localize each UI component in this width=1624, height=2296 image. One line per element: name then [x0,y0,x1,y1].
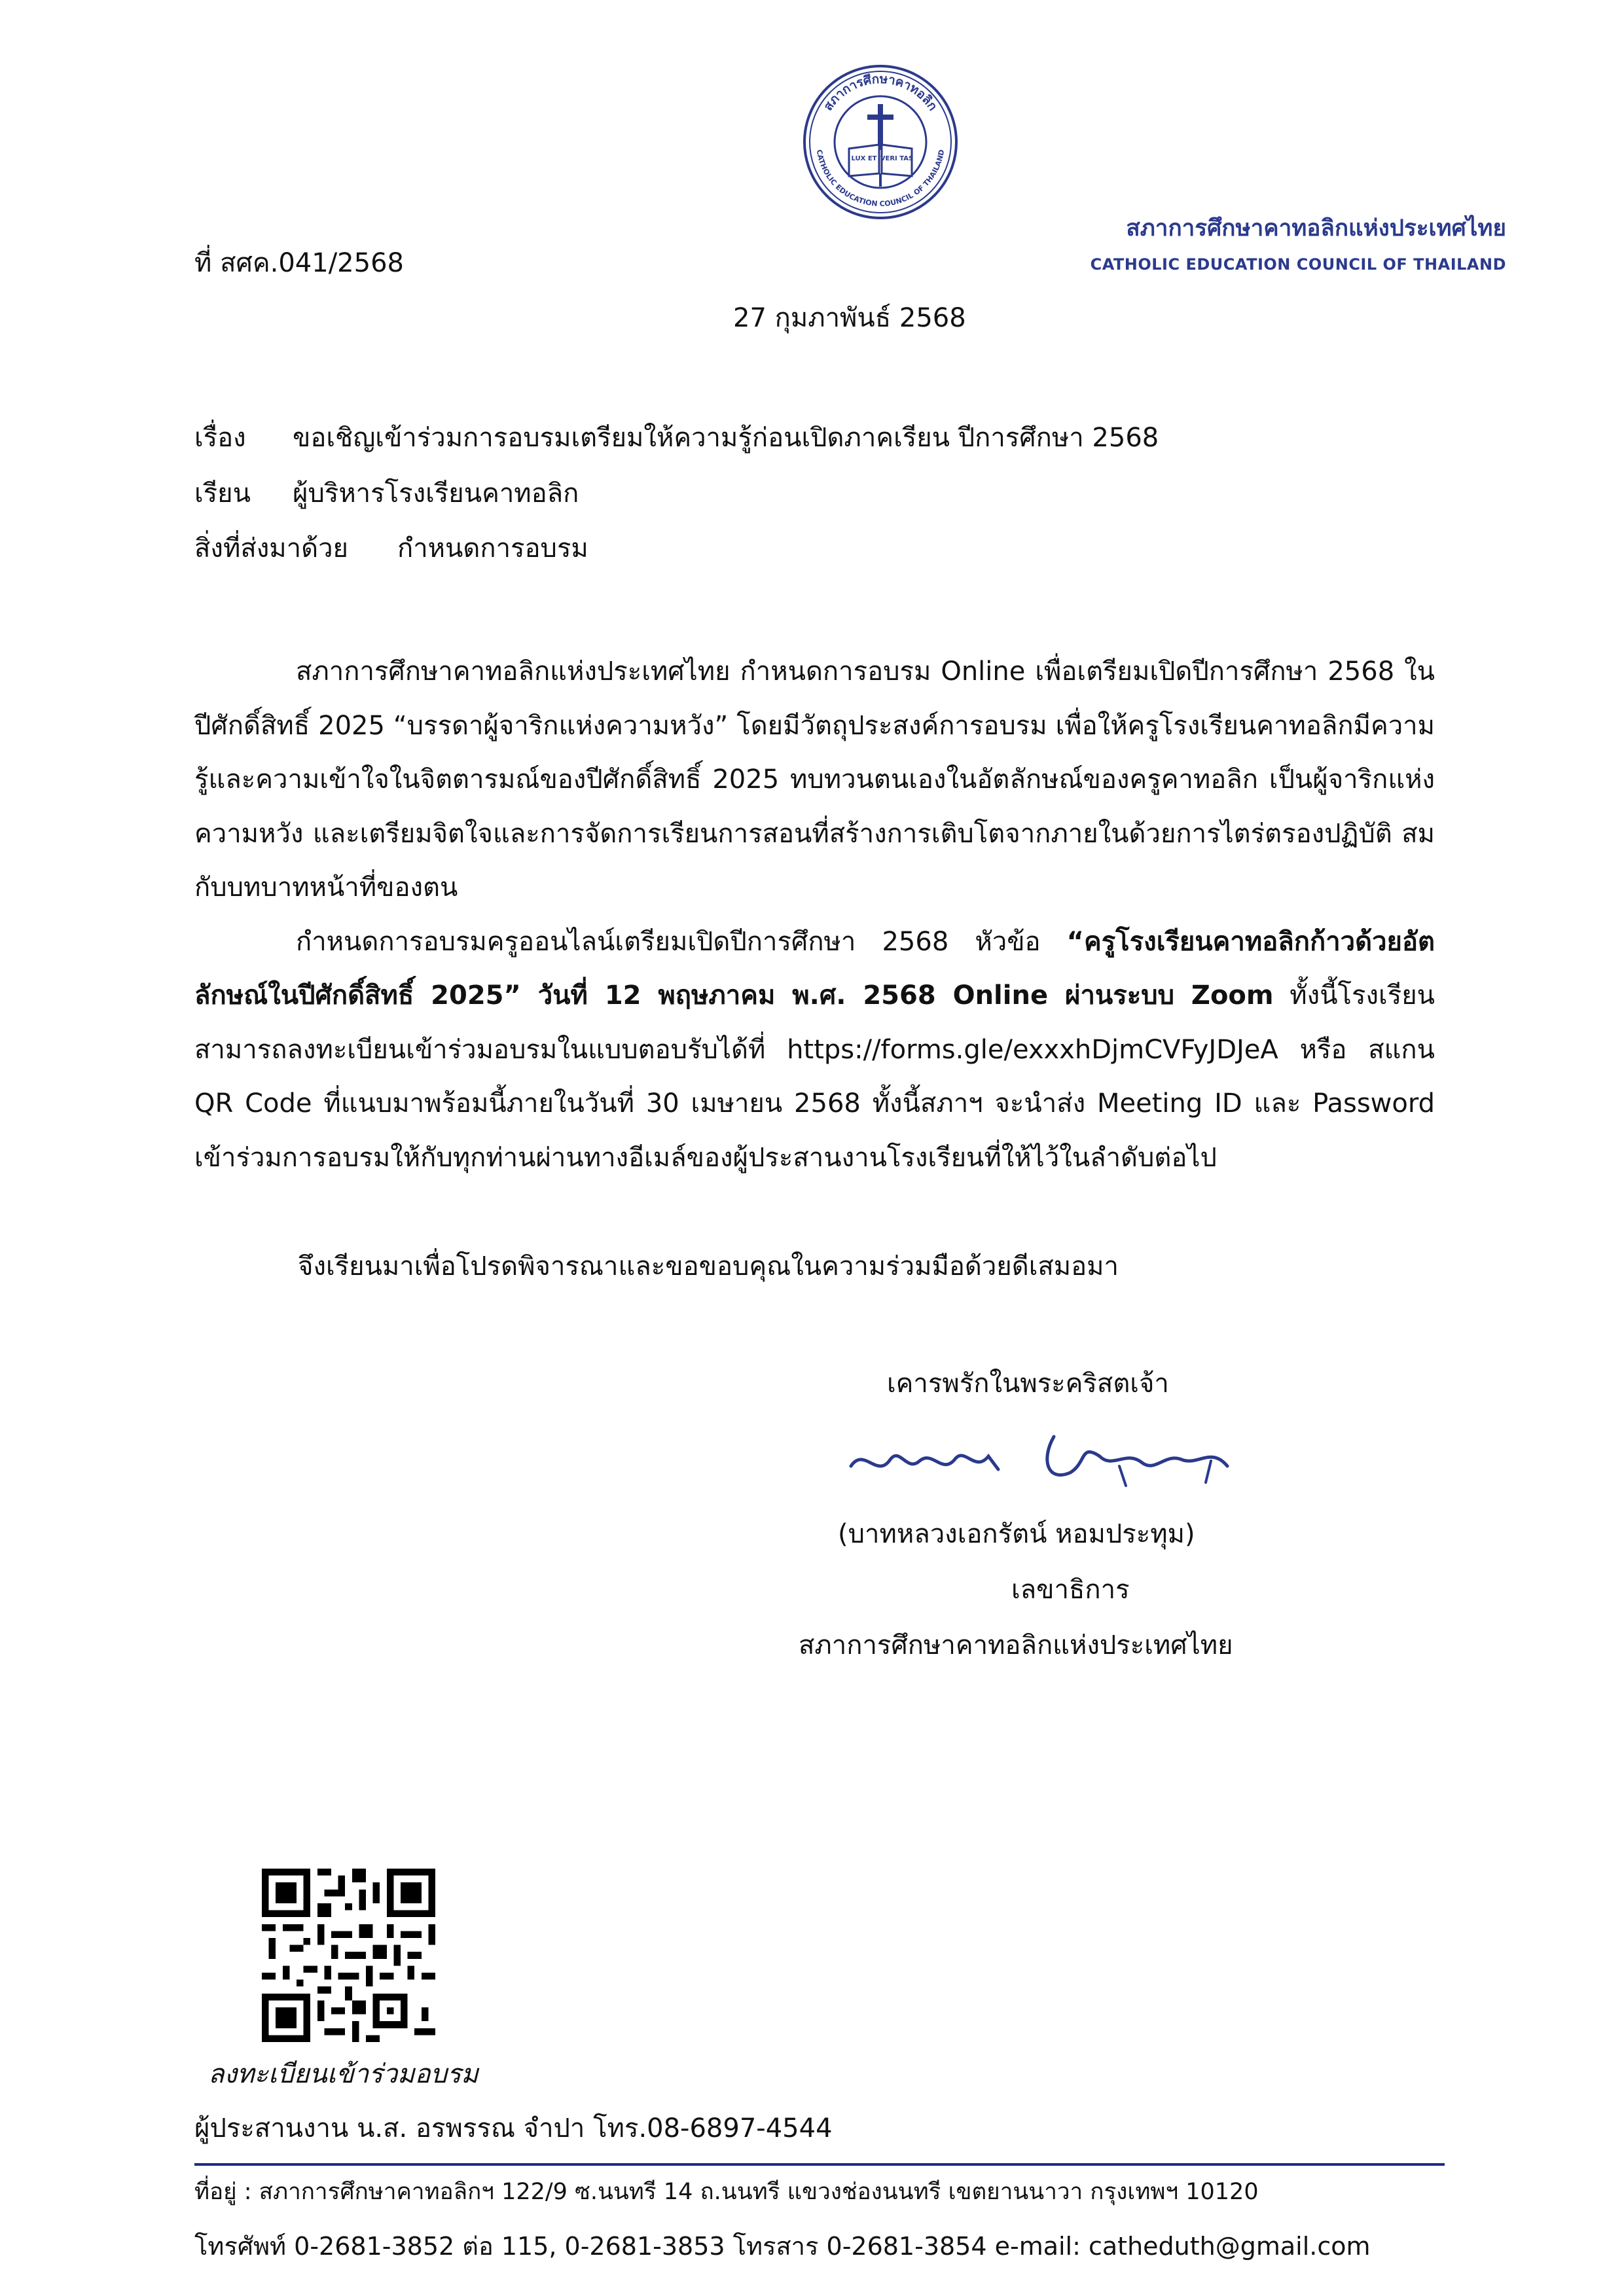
signoff-regards: เคารพรักในพระคริสตเจ้า [887,1369,1169,1399]
signatory-title: เลขาธิการ [1011,1575,1130,1605]
training-title: “ครูโรงเรียนคาทอลิกก้าวด้วยอัตลักษณ์ในปีศักดิ์สิทธิ์ 2025” วันที่ 12 พฤษภาคม พ.ศ. 2568 Online ผ่านระบบ Zoom [194,926,1435,1011]
training-details: ทั้งนี้โรงเรียนสามารถลงทะเบียนเข้าร่วมอบรมในแบบตอบรับได้ที่ https://forms.gle/exxxhDjmCVFyJDJeA หรือ สแกน QR Code ที่แนบมาพร้อมนี้ภายในวันที่ 30 เมษายน 2568 ทั้งนี้สภาฯ จะนำส่ง Meeting ID และ Password เข้าร่วมการอบรมให้กับทุกท่านผ่านทางอีเมล์ของผู้ประสานงานโรงเรียนที่ให้ไว้ในลำดับต่อไป [194,980,1435,1173]
enclosure-text: กำหนดการอบรม [397,533,588,564]
enclosure-line [194,533,588,564]
training-intro: กำหนดการอบรมครูออนไลน์เตรียมเปิดปีการศึกษา 2568 หัวข้อ [296,926,1067,957]
footer-phone-email: โทรศัพท์ 0-2681-3852 ต่อ 115, 0-2681-3853 โทรสาร 0-2681-3854 e-mail: catheduth@gmail.com [194,2232,1371,2261]
signatory-organization: สภาการศึกษาคาทอลิกแห่งประเทศไทย [799,1630,1233,1660]
footer-address: ที่อยู่ : สภาการศึกษาคาทอลิกฯ 122/9 ซ.นนทรี 14 ถ.นนทรี แขวงช่องนนทรี เขตยานนาวา กรุงเทพฯ 10120 [194,2179,1259,2205]
qr-caption: ลงทะเบียนเข้าร่วมอบรม [208,2059,478,2089]
subject-label: เรื่อง [194,423,246,453]
letter-body [194,645,1435,1185]
coordinator-contact: ผู้ประสานงาน น.ส. อรพรรณ จำปา โทร.08-6897-4544 [194,2113,833,2144]
org-name-thai: สภาการศึกษาคาทอลิกแห่งประเทศไทย [1126,215,1506,242]
enclosure-label: สิ่งที่ส่งมาด้วย [194,533,348,564]
subject-text: ขอเชิญเข้าร่วมการอบรมเตรียมให้ความรู้ก่อนเปิดภาคเรียน ปีการศึกษา 2568 [293,423,1159,453]
footer-divider [194,2163,1445,2166]
subject-line [194,422,1159,454]
closing-line: จึงเรียนมาเพื่อโปรดพิจารณาและขอขอบคุณในความร่วมมือด้วยดีเสมอมา [298,1251,1119,1282]
org-name-english: CATHOLIC EDUCATION COUNCIL OF THAILAND [1090,255,1506,274]
council-seal-logo [802,63,959,221]
reference-number: ที่ สศค.041/2568 [194,248,404,278]
recipient-label: เรียน [194,478,251,509]
recipient-text: ผู้บริหารโรงเรียนคาทอลิก [293,478,579,509]
seal-book-left-text: LUX ET [851,155,877,162]
registration-qr-code[interactable] [262,1869,435,2042]
handwritten-signature [844,1420,1237,1492]
body-paragraph-1: สภาการศึกษาคาทอลิกแห่งประเทศไทย กำหนดการอบรม Online เพื่อเตรียมเปิดปีการศึกษา 2568 ในปีศักดิ์สิทธิ์ 2025 “บรรดาผู้จาริกแห่งความหวัง” โดยมีวัตถุประสงค์การอบรม เพื่อให้ครูโรงเรียนคาทอลิกมีความรู้และความเข้าใจในจิตตารมณ์ของปีศักดิ์สิทธิ์ 2025 ทบทวนตนเองในอัตลักษณ์ของครูคาทอลิก เป็นผู้จาริกแห่งความหวัง และเตรียมจิตใจและการจัดการเรียนการสอนที่สร้างการเติบโตจากภายในด้วยการไตร่ตรองปฏิบัติ สมกับบทบาทหน้าที่ของตน [194,656,1435,903]
body-paragraph-2 [194,915,1435,1185]
letter-date: 27 กุมภาพันธ์ 2568 [733,303,966,333]
signatory-name: (บาทหลวงเอกรัตน์ หอมประทุม) [838,1519,1195,1549]
seal-book-right-text: VERI TAS [880,155,914,162]
seal-arc-top-text: สภาการศึกษาคาทอลิก [820,71,941,114]
recipient-line [194,478,579,509]
seal-arc-bottom-text: CATHOLIC EDUCATION COUNCIL OF THAILAND [814,149,947,209]
